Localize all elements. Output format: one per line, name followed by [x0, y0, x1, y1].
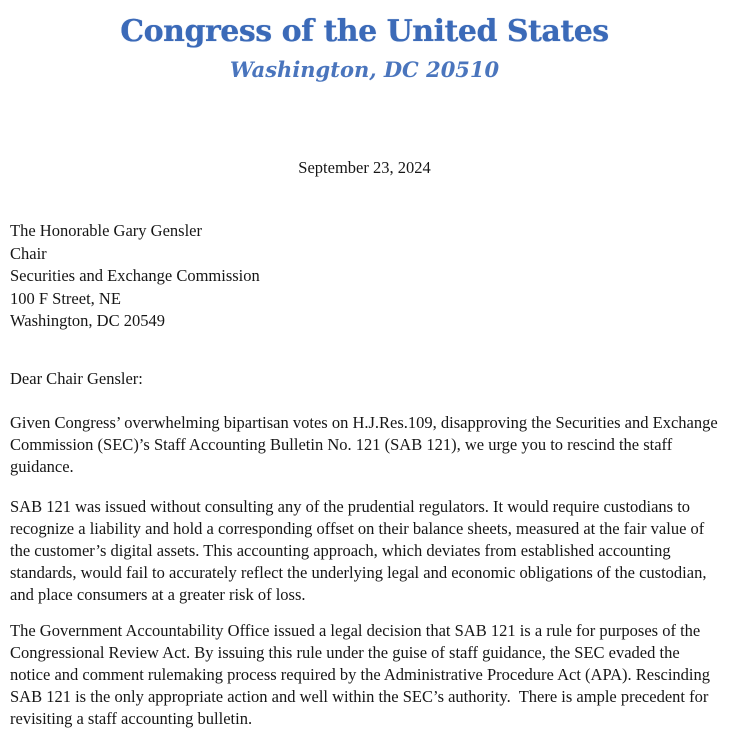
salutation: Dear Chair Gensler: [10, 369, 143, 388]
recipient-title: Chair [10, 243, 47, 263]
body-paragraph-3: The Government Accountability Office issued a legal decision that SAB 121 is a rule for purposes of the Congressional Review Act. By issuing this rule under the guise of staff guidance, the SEC evaded the notice and comment rulemaking process required by the Administrative Procedure Act (APA). Rescinding SAB 121 is the only appropriate action and well within the SEC’s authority. There is ample precedent for revisiting a staff accounting bulletin. [10, 621, 715, 728]
letterhead-subtitle: Washington, DC 20510 [229, 57, 500, 82]
recipient-address-block [10, 220, 260, 333]
body-paragraph-1: Given Congress’ overwhelming bipartisan votes on H.J.Res.109, disapproving the Securities and Exchange Commission (SEC)’s Staff Accounting Bulletin No. 121 (SAB 121), we urge you to rescind the staff guidance. [10, 413, 722, 476]
body-paragraph-2: SAB 121 was issued without consulting any of the prudential regulators. It would require custodians to recognize a liability and hold a corresponding offset on their balance sheets, measured at the fair value of the customer’s digital assets. This accounting approach, which deviates from established accounting standards, would fail to accurately reflect the underlying legal and economic obligations of the custodian, and place consumers at a greater risk of loss. [10, 497, 711, 604]
letter-date: September 23, 2024 [298, 158, 431, 177]
recipient-city-state-zip: Washington, DC 20549 [10, 311, 165, 330]
recipient-name: The Honorable Gary Gensler [10, 221, 202, 240]
letterhead-title: Congress of the United States [120, 14, 609, 49]
recipient-organization: Securities and Exchange Commission [10, 266, 260, 285]
recipient-street-address: 100 F Street, NE [10, 288, 121, 308]
